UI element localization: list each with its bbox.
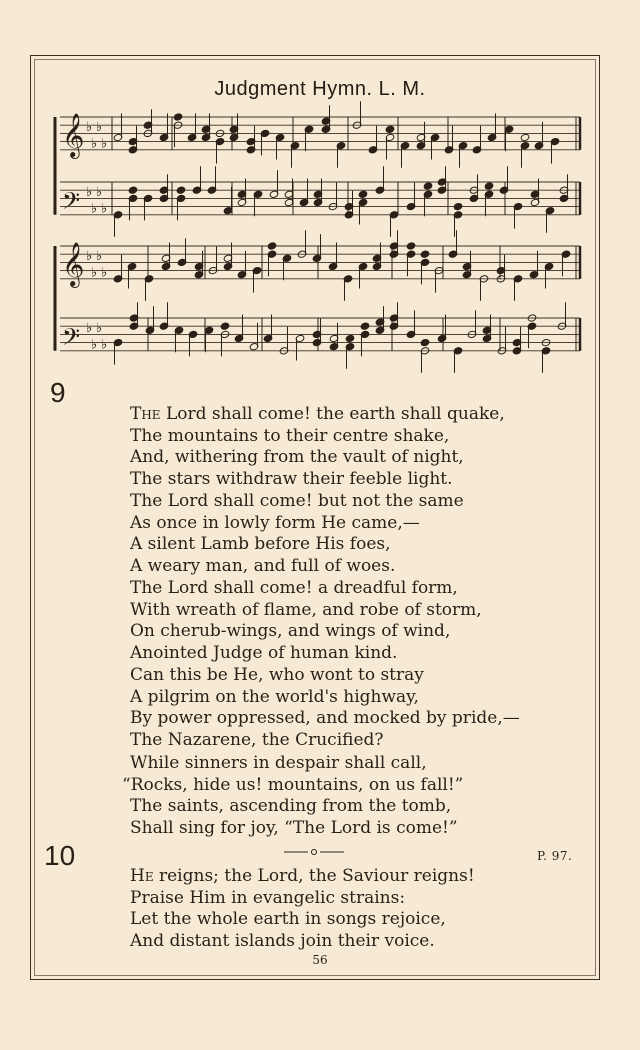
verse-line: Can this be He, who wont to stray: [130, 665, 424, 685]
verse-line: Anointed Judge of human kind.: [130, 642, 398, 663]
note-head: [520, 133, 530, 141]
note-head: [128, 186, 138, 194]
verse-line: A weary man, and full of woes.: [130, 555, 396, 576]
hymn-title: Judgment Hymn. L. M.: [214, 78, 426, 100]
stanza: [122, 753, 580, 839]
verse-line: Praise Him in evangelic strains:: [130, 887, 406, 908]
note-head: [360, 322, 370, 330]
note-head: [423, 182, 433, 190]
note-head: [420, 250, 430, 258]
note-head: [173, 113, 183, 121]
note-head: [420, 338, 430, 346]
verse-line: The Lord shall come! a dreadful form,: [130, 578, 458, 598]
flat-icon: ♭: [91, 265, 98, 281]
verse-line: With wreath of flame, and robe of storm,: [130, 599, 482, 620]
flat-icon: ♭: [101, 201, 108, 217]
treble-clef-icon: 𝄞: [62, 241, 85, 286]
note-head: [406, 242, 416, 250]
verse-line: The Lord shall come! the earth shall quake,: [130, 404, 505, 424]
page-number: 56: [312, 953, 328, 967]
verse-line: Shall sing for joy, “The Lord is come!”: [130, 817, 458, 838]
verse-line: The Lord shall come! but not the same: [130, 491, 464, 511]
verse-line: While sinners in despair shall call,: [130, 753, 427, 773]
verse-line: Let the whole earth in songs rejoice,: [130, 909, 446, 929]
stanza: [130, 578, 580, 664]
bass-clef-icon: 𝄢: [62, 322, 81, 356]
note-head: [453, 202, 463, 210]
flat-icon: ♭: [96, 321, 103, 337]
ornament-divider: [282, 847, 346, 857]
flat-icon: ♭: [101, 337, 108, 353]
verse-line: On cherub-wings, and wings of wind,: [130, 621, 451, 641]
verse-line: The mountains to their centre shake,: [130, 425, 450, 446]
flat-icon: ♭: [96, 185, 103, 201]
note-head: [176, 186, 186, 194]
hymn-number-9: 9: [50, 377, 66, 408]
flat-icon: ♭: [86, 120, 93, 136]
flat-icon: ♭: [91, 136, 98, 152]
flat-icon: ♭: [86, 321, 93, 337]
verse-line: The stars withdraw their feeble light.: [130, 468, 453, 489]
flat-icon: ♭: [91, 201, 98, 217]
note-head: [267, 242, 277, 250]
stanza: [130, 404, 580, 490]
verse-line: By power oppressed, and mocked by pride,—: [130, 708, 520, 728]
stanza: [130, 491, 580, 577]
treble-clef-icon: 𝄞: [62, 112, 85, 157]
note-head: [220, 322, 230, 330]
flat-icon: ♭: [101, 265, 108, 281]
verse-line: “Rocks, hide us! mountains, on us fall!”: [122, 774, 464, 795]
stanza: [130, 665, 580, 751]
flat-icon: ♭: [101, 136, 108, 152]
note-head: [484, 182, 494, 190]
note-head: [385, 125, 395, 133]
flat-icon: ♭: [96, 249, 103, 265]
flat-icon: ♭: [96, 120, 103, 136]
music-score: [0, 0, 640, 380]
flat-icon: ♭: [86, 185, 93, 201]
verse-line: And, withering from the vault of night,: [130, 447, 464, 467]
bass-clef-icon: 𝄢: [62, 186, 81, 220]
stanza: [130, 866, 580, 952]
verse-line: As once in lowly form He came,—: [130, 512, 420, 533]
verse-line: A pilgrim on the world's highway,: [130, 686, 419, 707]
flat-icon: ♭: [86, 249, 93, 265]
verse-line: And distant islands join their voice.: [130, 930, 435, 951]
note-head: [345, 334, 355, 342]
flat-icon: ♭: [91, 337, 98, 353]
tune-reference: P. 97.: [537, 849, 573, 863]
note-head: [358, 190, 368, 198]
verse-line: A silent Lamb before His foes,: [130, 534, 391, 554]
verse-line: The saints, ascending from the tomb,: [130, 796, 452, 816]
verse-line: He reigns; the Lord, the Saviour reigns!: [130, 866, 475, 886]
verse-line: The Nazarene, the Crucified?: [130, 729, 384, 750]
hymn-number-10: 10: [44, 840, 76, 871]
